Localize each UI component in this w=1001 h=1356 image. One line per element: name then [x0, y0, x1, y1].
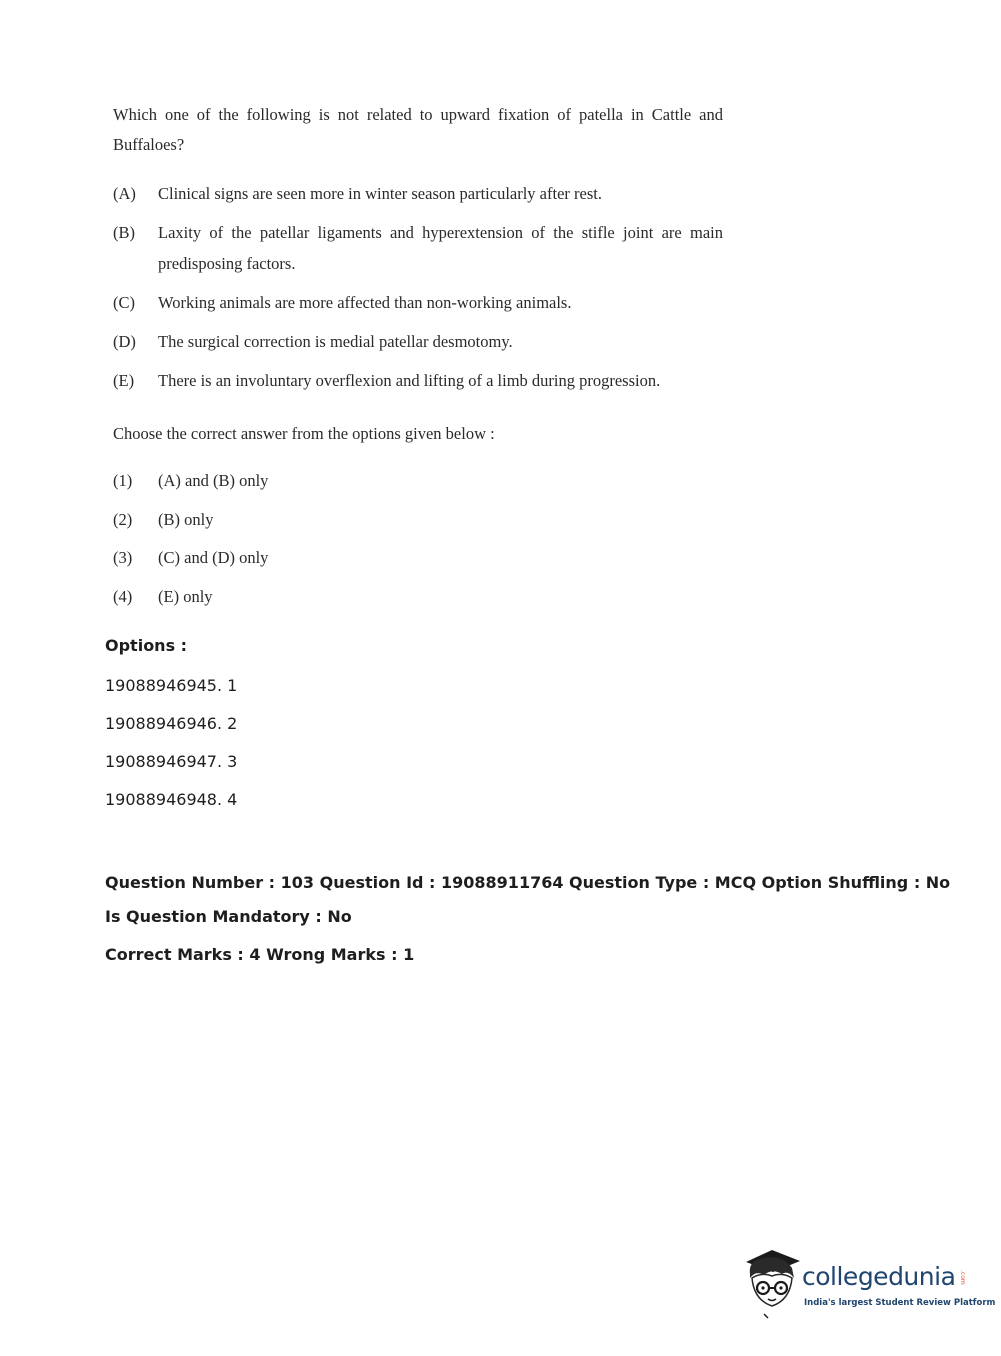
answer-item: [113, 466, 268, 505]
statement-label: (C): [113, 293, 135, 312]
statement-item: [113, 287, 723, 318]
question-text: Which one of the following is not related to upward fixation of patella in Cattle and Buffaloes?: [113, 105, 723, 154]
answer-text: (B) only: [158, 509, 214, 529]
statement-item: [113, 217, 723, 279]
option-item: 19088946946. 2: [105, 714, 238, 733]
answer-label: (2): [113, 509, 133, 529]
answer-label: (3): [113, 548, 133, 568]
option-item: 19088946945. 1: [105, 676, 238, 695]
answer-label: (1): [113, 471, 133, 490]
options-heading: Options :: [105, 636, 188, 655]
statement-item: [113, 178, 723, 209]
statement-text: Laxity of the patellar ligaments and hyperextension of the stifle joint are main predisposing factors.: [158, 223, 723, 273]
logo-tagline: India's largest Student Review Platform: [804, 1298, 996, 1308]
answer-label: (4): [113, 587, 133, 607]
answer-list: [113, 466, 268, 621]
collegedunia-logo: [742, 1248, 996, 1318]
statement-text: Clinical signs are seen more in winter season particularly after rest.: [158, 184, 602, 203]
statement-item: [113, 326, 723, 357]
choose-instruction: Choose the correct answer from the options given below :: [113, 424, 495, 443]
options-list: [105, 674, 237, 826]
answer-item: [113, 543, 268, 582]
answer-item: [113, 582, 268, 621]
statement-text: There is an involuntary overflexion and lifting of a limb during progression.: [158, 371, 661, 390]
question-meta: [105, 871, 965, 967]
statement-text: Working animals are more affected than non-working animals.: [158, 293, 572, 312]
answer-text: (C) and (D) only: [158, 548, 269, 568]
statement-label: (B): [113, 223, 135, 242]
logo-suffix: .com: [959, 1270, 966, 1285]
question-meta-line: Question Number : 103 Question Id : 19088911764 Question Type : MCQ Option Shuffling : No: [105, 873, 951, 892]
marks-line: Correct Marks : 4 Wrong Marks : 1: [105, 945, 415, 964]
statement-label: (A): [113, 184, 136, 203]
logo-wordmark: collegedunia: [802, 1262, 956, 1291]
question-block: [113, 100, 723, 607]
statement-label: (E): [113, 371, 135, 390]
statement-list: [113, 178, 723, 404]
statement-item: [113, 365, 723, 396]
statement-text: The surgical correction is medial patellar desmotomy.: [158, 332, 513, 351]
mascot-icon: [742, 1248, 804, 1320]
question-mandatory-line: Is Question Mandatory : No: [105, 907, 352, 926]
answer-item: [113, 505, 268, 544]
answer-text: (A) and (B) only: [158, 471, 269, 490]
statement-label: (D): [113, 332, 136, 351]
answer-text: (E) only: [158, 587, 213, 607]
option-item: 19088946948. 4: [105, 790, 238, 809]
option-item: 19088946947. 3: [105, 752, 238, 771]
